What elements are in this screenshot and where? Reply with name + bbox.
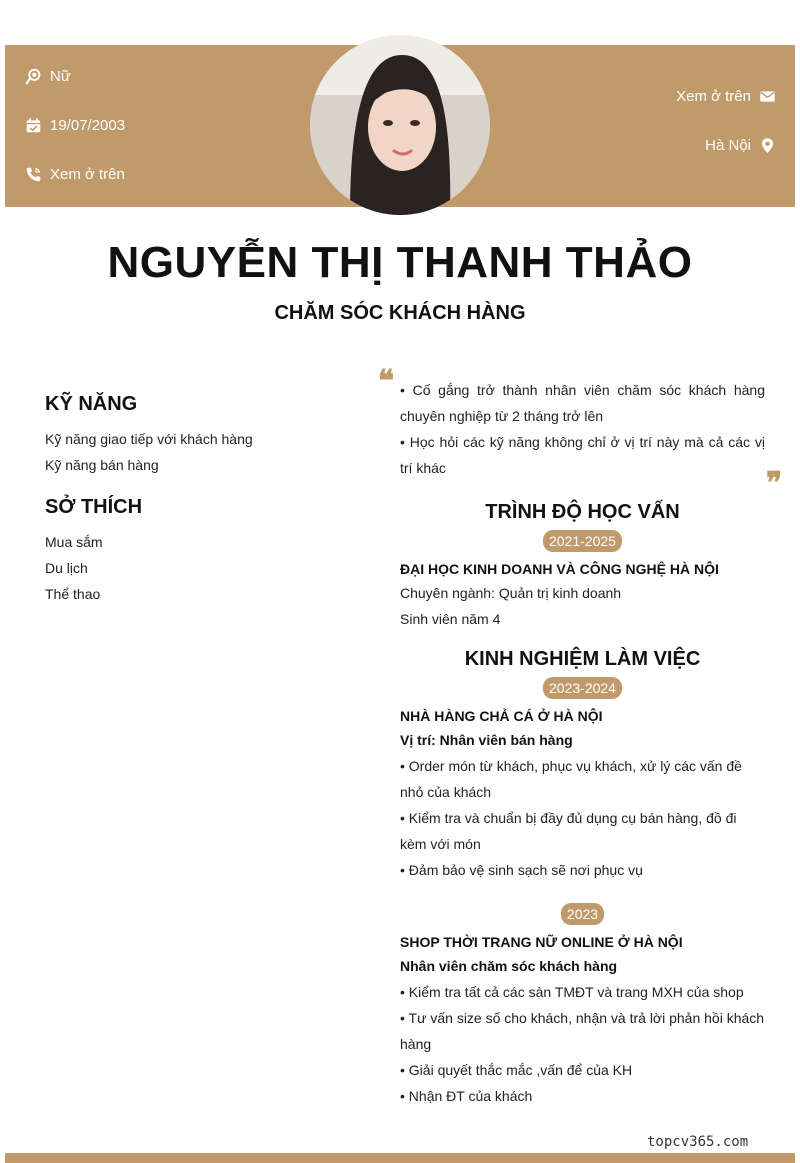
left-column bbox=[45, 393, 345, 607]
watermark-text: topcv365.com bbox=[647, 1134, 749, 1150]
calendar-icon bbox=[25, 117, 42, 134]
experience-company: SHOP THỜI TRANG NỮ ONLINE Ở HÀ NỘI bbox=[400, 934, 683, 950]
quote-close-icon: ❞ bbox=[766, 466, 783, 501]
experience-task: • Kiểm tra tất cả các sàn TMĐT và trang MXH của shop bbox=[400, 984, 744, 1000]
education-school: ĐẠI HỌC KINH DOANH VÀ CÔNG NGHỆ HÀ NỘI bbox=[400, 561, 719, 577]
location-text: Hà Nội bbox=[705, 136, 751, 154]
envelope-icon bbox=[759, 88, 776, 105]
education-period-badge: 2021-2025 bbox=[543, 530, 622, 552]
gender-icon bbox=[25, 68, 42, 85]
hobbies-list bbox=[45, 529, 345, 607]
skills-list bbox=[45, 426, 345, 478]
objective-line: • Học hỏi các kỹ năng không chỉ ở vị trí này mà cả các vị trí khác bbox=[400, 434, 765, 476]
phone-info bbox=[25, 164, 125, 184]
hobby-item: Du lịch bbox=[45, 560, 88, 576]
gender-info bbox=[25, 66, 71, 86]
birthdate-info bbox=[25, 115, 125, 135]
avatar bbox=[310, 35, 490, 215]
birthdate-text: 19/07/2003 bbox=[50, 116, 126, 134]
phone-text: Xem ở trên bbox=[50, 165, 125, 183]
education-year: Sinh viên năm 4 bbox=[400, 611, 501, 627]
objective-line: • Cố gắng trở thành nhân viên chăm sóc khách hàng chuyên nghiệp từ 2 tháng trở lên bbox=[400, 382, 765, 424]
experience-task: • Tư vấn size số cho khách, nhận và trả lời phản hồi khách hàng bbox=[400, 1010, 765, 1052]
quote-open-icon: ❝ bbox=[378, 364, 395, 399]
right-column bbox=[400, 377, 765, 1109]
experience-role: Nhân viên chăm sóc khách hàng bbox=[400, 958, 618, 974]
location-pin-icon bbox=[759, 137, 776, 154]
experience-task: • Nhận ĐT của khách bbox=[400, 1088, 533, 1104]
footer-band bbox=[5, 1153, 795, 1163]
hobby-item: Thể thao bbox=[45, 586, 101, 602]
experience-company: NHÀ HÀNG CHẢ CÁ Ở HÀ NỘI bbox=[400, 708, 603, 724]
experience-task: • Kiểm tra và chuẩn bị đầy đủ dụng cụ bán hàng, đồ đi kèm với món bbox=[400, 810, 737, 852]
skill-item: Kỹ năng bán hàng bbox=[45, 457, 159, 473]
gender-text: Nữ bbox=[50, 67, 71, 85]
job-title: CHĂM SÓC KHÁCH HÀNG bbox=[274, 302, 526, 324]
location-info bbox=[560, 135, 776, 155]
experience-title: KINH NGHIỆM LÀM VIỆC bbox=[464, 648, 701, 670]
avatar-photo bbox=[310, 35, 490, 215]
experience-period-badge: 2023 bbox=[561, 903, 604, 925]
education-major: Chuyên ngành: Quản trị kinh doanh bbox=[400, 585, 622, 601]
career-objective bbox=[400, 377, 765, 481]
email-info bbox=[560, 86, 776, 106]
hobbies-title: SỞ THÍCH bbox=[45, 496, 143, 518]
experience-period-badge: 2023-2024 bbox=[543, 677, 622, 699]
skills-title: KỸ NĂNG bbox=[45, 393, 138, 415]
experience-task: • Đảm bảo vệ sinh sạch sẽ nơi phục vụ bbox=[400, 862, 643, 878]
experience-role: Vị trí: Nhân viên bán hàng bbox=[400, 732, 573, 748]
skill-item: Kỹ năng giao tiếp với khách hàng bbox=[45, 431, 253, 447]
education-title: TRÌNH ĐỘ HỌC VẤN bbox=[485, 501, 680, 523]
hobby-item: Mua sắm bbox=[45, 534, 103, 550]
phone-icon bbox=[25, 166, 42, 183]
experience-task: • Order món từ khách, phục vụ khách, xử lý các vấn đề nhỏ của khách bbox=[400, 758, 742, 800]
email-text: Xem ở trên bbox=[676, 87, 751, 105]
experience-task: • Giải quyết thắc mắc ,vấn để của KH bbox=[400, 1062, 633, 1078]
experience-entry bbox=[400, 903, 765, 1109]
experience-entry bbox=[400, 677, 765, 883]
candidate-name: NGUYỄN THỊ THANH THẢO bbox=[107, 238, 693, 287]
